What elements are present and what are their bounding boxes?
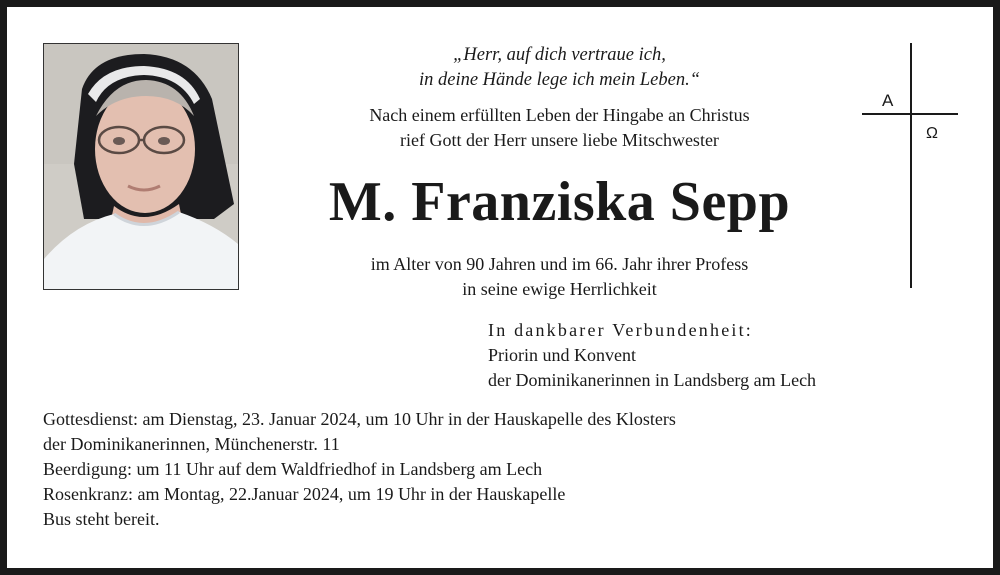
service-details — [43, 407, 973, 532]
deceased-name: M. Franziska Sepp — [328, 171, 791, 233]
age-line: im Alter von 90 Jahren und im 66. Jahr ihrer Profess — [370, 254, 749, 274]
intro-text — [242, 103, 877, 153]
mourners-line: der Dominikanerinnen in Landsberg am Lech — [488, 370, 817, 390]
details-line: Beerdigung: um 11 Uhr auf dem Waldfriedhof in Landsberg am Lech — [43, 459, 543, 479]
cross-symbol — [862, 43, 962, 293]
age-line: in seine ewige Herrlichkeit — [462, 279, 657, 299]
quote-line: in deine Hände lege ich mein Leben.“ — [418, 70, 701, 90]
portrait-photo — [43, 43, 239, 290]
intro-line: Nach einem erfüllten Leben der Hingabe an Christus — [369, 105, 750, 125]
intro-line: rief Gott der Herr unsere liebe Mitschwester — [400, 130, 719, 150]
omega-letter: Ω — [926, 125, 938, 142]
details-line: Rosenkranz: am Montag, 22.Januar 2024, um 19 Uhr in der Hauskapelle — [43, 484, 566, 504]
age-text — [242, 252, 877, 302]
details-line: der Dominikanerinnen, Münchenerstr. 11 — [43, 434, 340, 454]
mourners-block — [488, 318, 816, 393]
obituary-notice — [7, 7, 993, 568]
details-line: Bus steht bereit. — [43, 509, 160, 529]
details-line: Gottesdienst: am Dienstag, 23. Januar 2024, um 10 Uhr in der Hauskapelle des Klosters — [43, 409, 676, 429]
bible-quote — [242, 43, 877, 93]
mourners-line: Priorin und Konvent — [488, 345, 636, 365]
portrait-image — [44, 44, 238, 289]
quote-line: „Herr, auf dich vertraue ich, — [453, 45, 666, 65]
alpha-letter: A — [882, 91, 894, 110]
mourners-heading: In dankbarer Verbundenheit: — [488, 320, 753, 340]
